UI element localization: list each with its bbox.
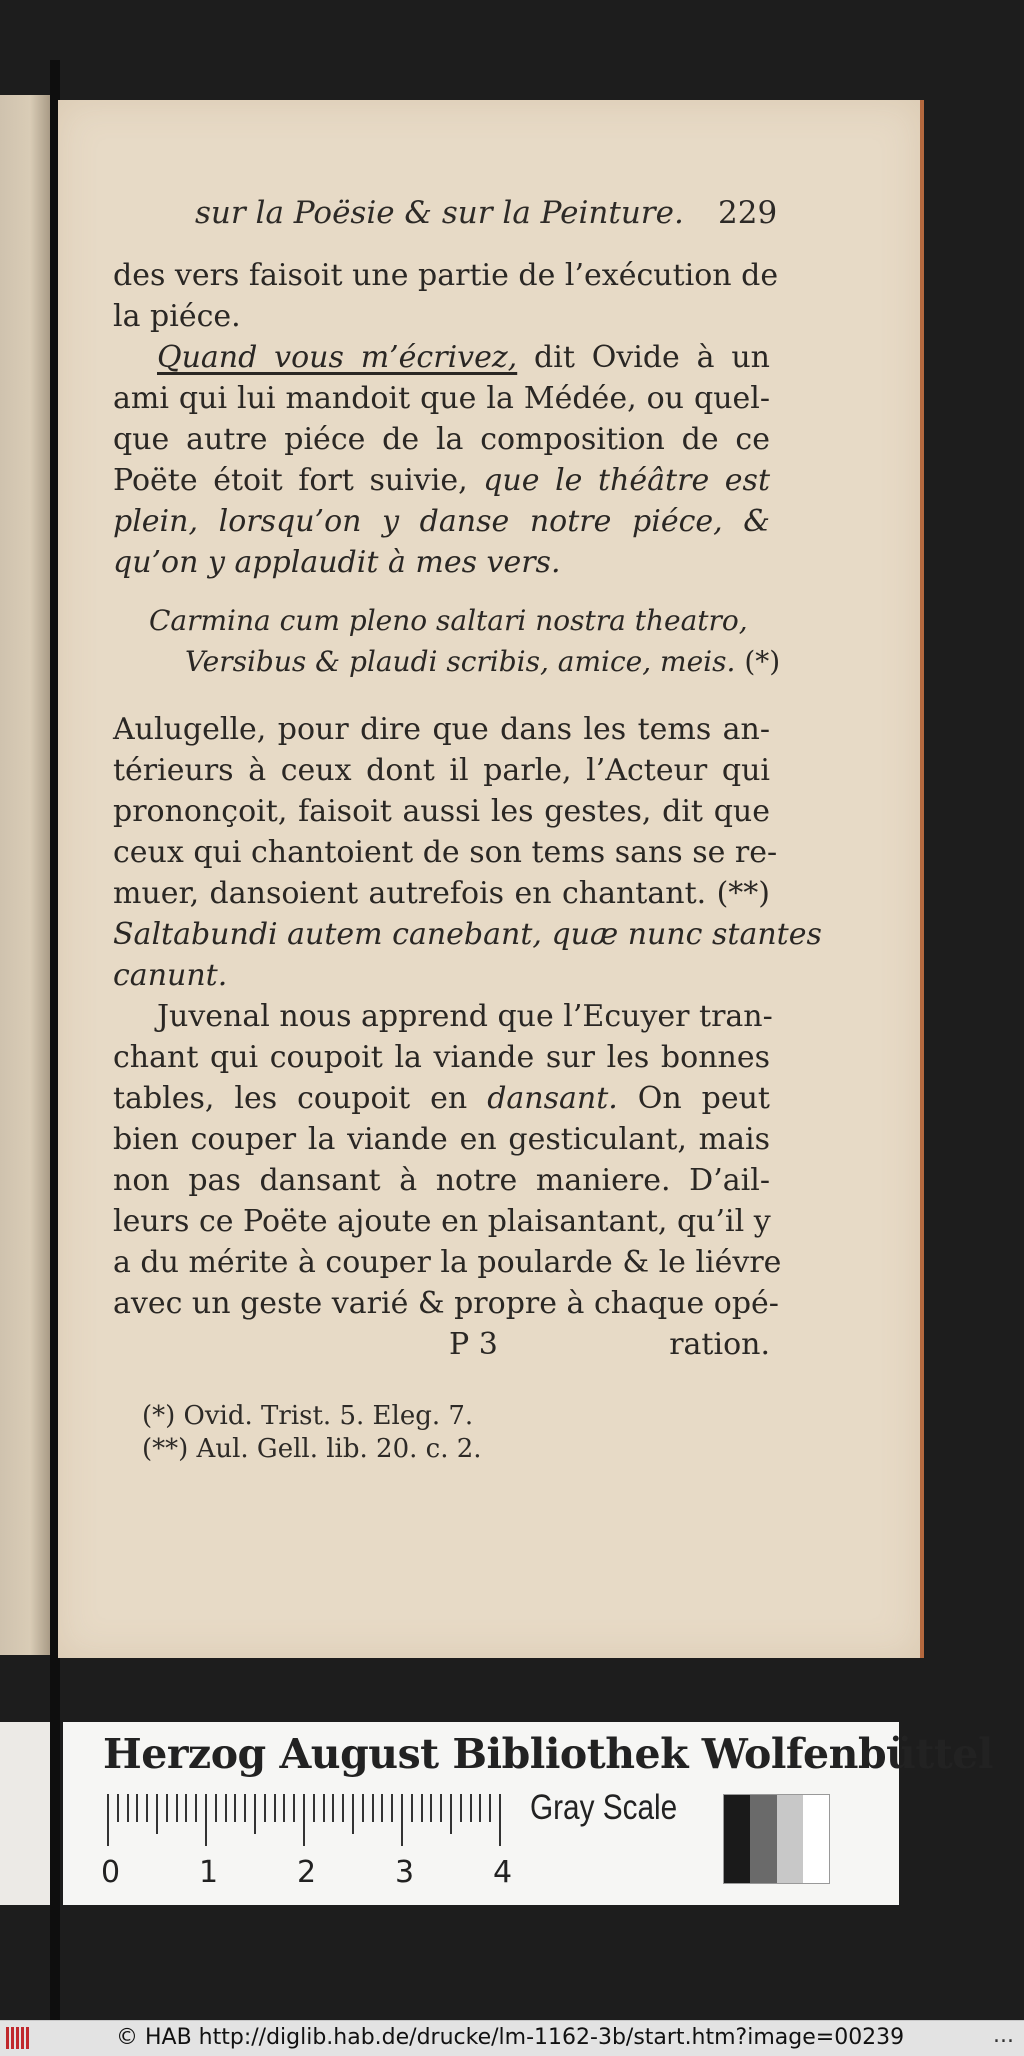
verse-line [113,641,781,682]
text-line: Saltabundi autem canebant, quæ nunc stantes [113,917,822,952]
ruler-tick [215,1794,217,1822]
running-head: sur la Poësie & sur la Peinture. [195,195,684,231]
ruler-tick [323,1794,325,1822]
ruler-tick [499,1794,501,1846]
gray-scale-label: Gray Scale [530,1788,678,1827]
catchword: ration. [669,1327,770,1362]
footnote: (**) Aul. Gell. lib. 20. c. 2. [142,1434,482,1464]
page-number: 229 [718,195,778,231]
text-line: ceux qui chantoient de son tems sans se re- [113,835,778,870]
ruler-tick [195,1794,197,1822]
ruler-tick [283,1794,285,1822]
text-line: a du mérite à couper la poularde & le liévre [113,1245,782,1280]
ruler-tick [332,1794,334,1822]
text-line: térieurs à ceux dont il parle, l’Acteur qui [113,753,770,788]
text-line: Juvenal nous apprend que l’Ecuyer tran- [157,999,773,1034]
ruler-tick [293,1794,295,1822]
text-line [113,460,770,501]
status-bar [0,2020,1024,2056]
footnote: (*) Ovid. Trist. 5. Eleg. 7. [142,1401,474,1431]
ruler-tick [146,1794,148,1822]
ruler-tick [411,1794,413,1822]
text-line: leurs ce Poëte ajoute en plaisantant, qu’il y [113,1204,771,1239]
ruler-tick [460,1794,462,1822]
footnote-marker: (*) [744,645,781,678]
text-line: des vers faisoit une partie de l’exécution de [113,258,779,293]
ruler-tick [205,1794,207,1846]
text-fragment: On peut [637,1081,770,1116]
ruler-tick [401,1794,403,1846]
ruler-number: 4 [493,1855,513,1890]
ruler-tick [176,1794,178,1822]
ruler-tick [107,1794,109,1846]
institution-name: Herzog August Bibliothek Wolfenbüttel [103,1730,993,1778]
text-line: que autre piéce de la composition de ce [113,422,770,457]
ruler-tick [479,1794,481,1822]
text-line: plein, lorsqu’on y danse notre piéce, & [113,504,770,539]
ruler-tick [362,1794,364,1822]
quoted-phrase: Quand vous m’écrivez, [157,340,518,375]
text-fragment: Poëte étoit fort suivie, [113,463,468,498]
text-line [113,1078,770,1119]
hab-logo-icon [6,2027,46,2049]
ruler-tick [313,1794,315,1822]
ruler-tick [264,1794,266,1822]
ruler-tick [450,1794,452,1834]
ruler-tick [185,1794,187,1822]
ruler-tick [372,1794,374,1822]
ruler-number: 3 [395,1855,415,1890]
ruler-tick [244,1794,246,1822]
color-bar [63,1722,993,1905]
ruler-tick [440,1794,442,1822]
gray-swatch-black [724,1795,750,1883]
previous-page-edge [0,95,50,1655]
signature-line [113,1324,770,1365]
text-line: bien couper la viande en gesticulant, mais [113,1122,770,1157]
ruler-tick [225,1794,227,1822]
gray-swatch-dark [750,1795,776,1883]
verse-text: Versibus & plaudi scribis, amice, meis. [185,645,736,678]
ruler-tick [352,1794,354,1834]
ruler-number: 0 [101,1855,121,1890]
text-line: Aulugelle, pour dire que dans les tems an- [113,712,770,747]
footnotes [142,1400,482,1466]
gray-swatch-light [777,1795,803,1883]
ruler-tick [470,1794,472,1822]
status-url[interactable]: © HAB http://diglib.hab.de/drucke/lm-1162-3b/start.htm?image=00239 [116,2025,905,2050]
ruler-tick [303,1794,305,1846]
ruler-tick [391,1794,393,1822]
more-icon[interactable]: ... [993,2023,1014,2048]
ruler-tick [254,1794,256,1834]
verse-line: Carmina cum pleno saltari nostra theatro, [149,604,748,637]
text-line: prononçoit, faisoit aussi les gestes, dit que [113,794,770,829]
ruler-tick [342,1794,344,1822]
text-line: ami qui lui mandoit que la Médée, ou quel- [113,381,770,416]
ruler-tick [430,1794,432,1822]
text-fragment: tables, les coupoit en [113,1081,468,1116]
ruler-tick [127,1794,129,1822]
ruler-number: 2 [297,1855,317,1890]
ruler-tick [156,1794,158,1834]
text-line: la piéce. [113,299,241,334]
ruler-tick [274,1794,276,1822]
left-ruler-fragment [0,1722,50,1905]
text-line: qu’on y applaudit à mes vers. [113,545,561,580]
text-line: muer, dansoient autrefois en chantant. (**) [113,876,770,911]
ruler-tick [136,1794,138,1822]
ruler-tick [489,1794,491,1822]
ruler-tick [117,1794,119,1822]
ruler-tick [381,1794,383,1822]
text-line [113,337,770,378]
gray-scale-swatch [723,1794,830,1884]
ruler-tick [234,1794,236,1822]
text-line: avec un geste varié & propre à chaque opé- [113,1286,779,1321]
ruler-tick [421,1794,423,1822]
text-line: non pas dansant à notre maniere. D’ail- [113,1163,770,1198]
signature-mark: P 3 [449,1327,498,1362]
gray-swatch-white [803,1795,829,1883]
text-line: canunt. [113,958,228,993]
ruler-tick [166,1794,168,1822]
text-fragment: dit Ovide à un [517,340,770,375]
quoted-phrase: que le théâtre est [483,463,771,498]
ruler-ticks [107,1794,507,1844]
ruler-number: 1 [199,1855,219,1890]
body-text [113,255,822,1365]
text-line: chant qui coupoit la viande sur les bonnes [113,1040,770,1075]
quoted-phrase: dansant. [487,1081,618,1116]
